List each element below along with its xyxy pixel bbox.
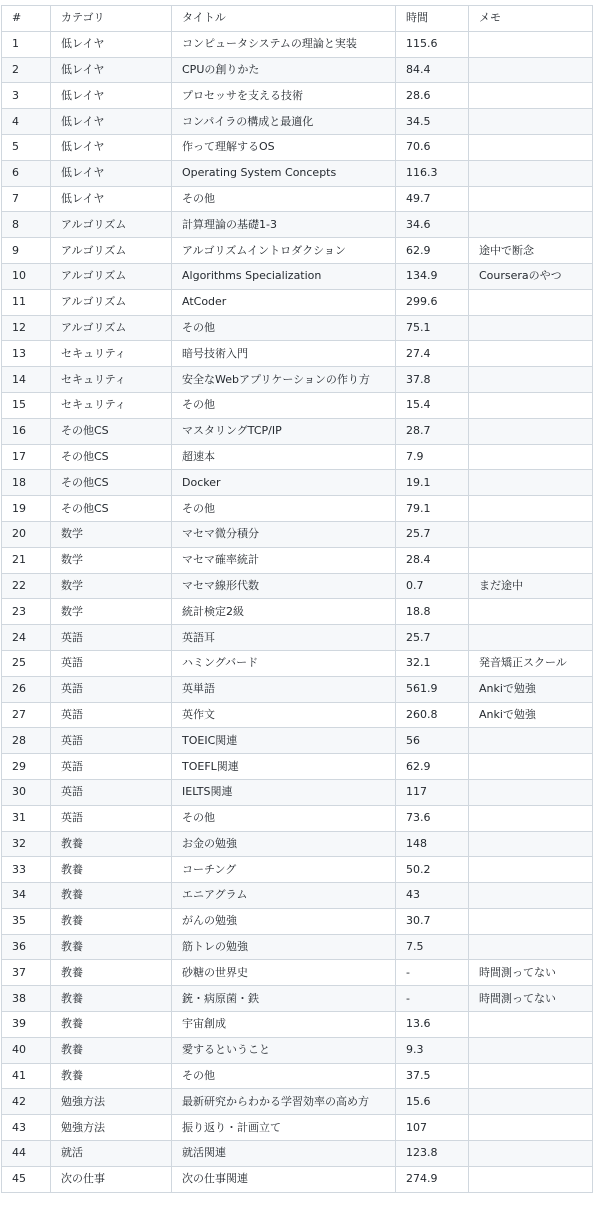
- table-row: [2, 805, 593, 831]
- table-row: [2, 728, 593, 754]
- cell-title: がんの勉強: [172, 908, 396, 934]
- table-row: [2, 341, 593, 367]
- cell-category: その他CS: [51, 418, 172, 444]
- cell-category: 低レイヤ: [51, 186, 172, 212]
- cell-memo: [469, 470, 593, 496]
- cell-memo: [469, 883, 593, 909]
- cell-hours: 115.6: [396, 31, 469, 57]
- cell-title: お金の勉強: [172, 831, 396, 857]
- cell-hours: 7.9: [396, 444, 469, 470]
- cell-number: 28: [2, 728, 51, 754]
- cell-title: その他: [172, 186, 396, 212]
- header-hours: 時間: [396, 6, 469, 32]
- cell-number: 38: [2, 986, 51, 1012]
- table-row: [2, 186, 593, 212]
- cell-category: セキュリティ: [51, 341, 172, 367]
- cell-title: Operating System Concepts: [172, 160, 396, 186]
- table-row: [2, 496, 593, 522]
- cell-number: 6: [2, 160, 51, 186]
- cell-category: 勉強方法: [51, 1115, 172, 1141]
- cell-hours: 79.1: [396, 496, 469, 522]
- cell-number: 32: [2, 831, 51, 857]
- cell-hours: 561.9: [396, 676, 469, 702]
- cell-memo: [469, 109, 593, 135]
- cell-memo: Ankiで勉強: [469, 676, 593, 702]
- cell-category: 教養: [51, 960, 172, 986]
- cell-number: 7: [2, 186, 51, 212]
- cell-memo: [469, 1141, 593, 1167]
- cell-hours: 116.3: [396, 160, 469, 186]
- table-row: [2, 109, 593, 135]
- table-row: [2, 212, 593, 238]
- cell-title: マセマ線形代数: [172, 573, 396, 599]
- header-memo: メモ: [469, 6, 593, 32]
- cell-number: 13: [2, 341, 51, 367]
- cell-title: 就活関連: [172, 1141, 396, 1167]
- cell-category: 英語: [51, 779, 172, 805]
- cell-hours: 25.7: [396, 625, 469, 651]
- cell-title: その他: [172, 1063, 396, 1089]
- table-row: [2, 1141, 593, 1167]
- cell-category: 低レイヤ: [51, 83, 172, 109]
- cell-category: その他CS: [51, 444, 172, 470]
- cell-number: 10: [2, 263, 51, 289]
- cell-title: 宇宙創成: [172, 1012, 396, 1038]
- cell-category: 就活: [51, 1141, 172, 1167]
- cell-category: アルゴリズム: [51, 238, 172, 264]
- table-row: [2, 547, 593, 573]
- cell-number: 27: [2, 702, 51, 728]
- cell-hours: 30.7: [396, 908, 469, 934]
- cell-number: 21: [2, 547, 51, 573]
- cell-title: 英語耳: [172, 625, 396, 651]
- cell-category: 教養: [51, 883, 172, 909]
- cell-hours: 15.6: [396, 1089, 469, 1115]
- table-row: [2, 1063, 593, 1089]
- cell-memo: [469, 857, 593, 883]
- cell-memo: [469, 908, 593, 934]
- cell-memo: [469, 212, 593, 238]
- cell-title: CPUの創りかた: [172, 57, 396, 83]
- table-row: [2, 1089, 593, 1115]
- cell-number: 16: [2, 418, 51, 444]
- table-row: [2, 625, 593, 651]
- cell-category: 教養: [51, 831, 172, 857]
- cell-category: 低レイヤ: [51, 134, 172, 160]
- cell-category: 次の仕事: [51, 1166, 172, 1192]
- cell-number: 45: [2, 1166, 51, 1192]
- cell-category: セキュリティ: [51, 392, 172, 418]
- cell-category: 英語: [51, 805, 172, 831]
- cell-category: 英語: [51, 676, 172, 702]
- table-row: [2, 702, 593, 728]
- cell-memo: [469, 1012, 593, 1038]
- cell-title: その他: [172, 496, 396, 522]
- cell-memo: [469, 57, 593, 83]
- cell-number: 15: [2, 392, 51, 418]
- cell-title: 最新研究からわかる学習効率の高め方: [172, 1089, 396, 1115]
- table-row: [2, 779, 593, 805]
- cell-category: 教養: [51, 857, 172, 883]
- cell-hours: 274.9: [396, 1166, 469, 1192]
- cell-memo: [469, 934, 593, 960]
- cell-number: 5: [2, 134, 51, 160]
- cell-title: その他: [172, 315, 396, 341]
- cell-memo: [469, 496, 593, 522]
- cell-memo: [469, 1037, 593, 1063]
- table-row: [2, 160, 593, 186]
- cell-number: 40: [2, 1037, 51, 1063]
- cell-title: 振り返り・計画立て: [172, 1115, 396, 1141]
- cell-category: 英語: [51, 754, 172, 780]
- cell-category: 低レイヤ: [51, 160, 172, 186]
- cell-memo: [469, 1115, 593, 1141]
- cell-memo: 時間測ってない: [469, 986, 593, 1012]
- cell-hours: 25.7: [396, 521, 469, 547]
- cell-number: 25: [2, 650, 51, 676]
- cell-memo: [469, 1063, 593, 1089]
- header-category: カテゴリ: [51, 6, 172, 32]
- cell-hours: 18.8: [396, 599, 469, 625]
- cell-hours: 70.6: [396, 134, 469, 160]
- table-row: [2, 676, 593, 702]
- cell-number: 33: [2, 857, 51, 883]
- cell-category: 低レイヤ: [51, 57, 172, 83]
- cell-hours: 28.7: [396, 418, 469, 444]
- table-header-row: [2, 6, 593, 32]
- table-row: [2, 57, 593, 83]
- cell-title: 作って理解するOS: [172, 134, 396, 160]
- cell-hours: 123.8: [396, 1141, 469, 1167]
- cell-hours: 27.4: [396, 341, 469, 367]
- cell-hours: 62.9: [396, 238, 469, 264]
- cell-category: アルゴリズム: [51, 263, 172, 289]
- cell-number: 24: [2, 625, 51, 651]
- cell-title: コンパイラの構成と最適化: [172, 109, 396, 135]
- cell-number: 9: [2, 238, 51, 264]
- table-row: [2, 986, 593, 1012]
- cell-number: 37: [2, 960, 51, 986]
- cell-memo: 時間測ってない: [469, 960, 593, 986]
- table-row: [2, 599, 593, 625]
- cell-category: 低レイヤ: [51, 109, 172, 135]
- cell-memo: [469, 444, 593, 470]
- cell-memo: [469, 1089, 593, 1115]
- cell-hours: 28.6: [396, 83, 469, 109]
- cell-hours: -: [396, 986, 469, 1012]
- cell-title: その他: [172, 392, 396, 418]
- cell-title: コンピュータシステムの理論と実装: [172, 31, 396, 57]
- cell-category: 数学: [51, 521, 172, 547]
- cell-title: 計算理論の基礎1-3: [172, 212, 396, 238]
- cell-category: アルゴリズム: [51, 212, 172, 238]
- cell-hours: 299.6: [396, 289, 469, 315]
- cell-category: 勉強方法: [51, 1089, 172, 1115]
- cell-hours: 37.5: [396, 1063, 469, 1089]
- cell-category: 数学: [51, 573, 172, 599]
- cell-number: 14: [2, 367, 51, 393]
- cell-memo: [469, 31, 593, 57]
- cell-hours: 15.4: [396, 392, 469, 418]
- cell-number: 1: [2, 31, 51, 57]
- cell-number: 17: [2, 444, 51, 470]
- cell-hours: 73.6: [396, 805, 469, 831]
- cell-category: アルゴリズム: [51, 315, 172, 341]
- cell-number: 39: [2, 1012, 51, 1038]
- cell-number: 8: [2, 212, 51, 238]
- cell-category: 英語: [51, 702, 172, 728]
- cell-number: 11: [2, 289, 51, 315]
- cell-category: 数学: [51, 547, 172, 573]
- table-row: [2, 418, 593, 444]
- cell-category: セキュリティ: [51, 367, 172, 393]
- cell-hours: 7.5: [396, 934, 469, 960]
- table-row: [2, 521, 593, 547]
- cell-title: 暗号技術入門: [172, 341, 396, 367]
- header-title: タイトル: [172, 6, 396, 32]
- cell-hours: 9.3: [396, 1037, 469, 1063]
- cell-title: 英作文: [172, 702, 396, 728]
- cell-title: 超速本: [172, 444, 396, 470]
- cell-memo: [469, 754, 593, 780]
- table-row: [2, 908, 593, 934]
- cell-title: マスタリングTCP/IP: [172, 418, 396, 444]
- cell-hours: 75.1: [396, 315, 469, 341]
- cell-memo: [469, 315, 593, 341]
- table-row: [2, 263, 593, 289]
- cell-memo: [469, 831, 593, 857]
- cell-title: マセマ微分積分: [172, 521, 396, 547]
- table-row: [2, 367, 593, 393]
- cell-title: 砂糖の世界史: [172, 960, 396, 986]
- cell-number: 31: [2, 805, 51, 831]
- cell-category: 数学: [51, 599, 172, 625]
- cell-title: AtCoder: [172, 289, 396, 315]
- table-row: [2, 315, 593, 341]
- cell-number: 44: [2, 1141, 51, 1167]
- cell-number: 12: [2, 315, 51, 341]
- cell-memo: [469, 186, 593, 212]
- cell-hours: 134.9: [396, 263, 469, 289]
- cell-hours: 0.7: [396, 573, 469, 599]
- cell-memo: [469, 367, 593, 393]
- cell-memo: [469, 1166, 593, 1192]
- cell-hours: 37.8: [396, 367, 469, 393]
- cell-title: ハミングバード: [172, 650, 396, 676]
- cell-memo: [469, 599, 593, 625]
- table-row: [2, 1037, 593, 1063]
- cell-hours: 84.4: [396, 57, 469, 83]
- cell-memo: [469, 728, 593, 754]
- cell-title: 愛するということ: [172, 1037, 396, 1063]
- table-row: [2, 289, 593, 315]
- cell-memo: 発音矯正スクール: [469, 650, 593, 676]
- cell-title: TOEFL関連: [172, 754, 396, 780]
- cell-memo: [469, 160, 593, 186]
- cell-memo: [469, 392, 593, 418]
- cell-title: マセマ確率統計: [172, 547, 396, 573]
- cell-title: IELTS関連: [172, 779, 396, 805]
- cell-title: TOEIC関連: [172, 728, 396, 754]
- cell-memo: [469, 625, 593, 651]
- cell-category: 英語: [51, 650, 172, 676]
- cell-category: アルゴリズム: [51, 289, 172, 315]
- cell-number: 36: [2, 934, 51, 960]
- cell-hours: 28.4: [396, 547, 469, 573]
- cell-title: Docker: [172, 470, 396, 496]
- cell-number: 4: [2, 109, 51, 135]
- cell-memo: [469, 805, 593, 831]
- cell-category: 教養: [51, 986, 172, 1012]
- table-row: [2, 754, 593, 780]
- cell-title: 銃・病原菌・鉄: [172, 986, 396, 1012]
- cell-number: 2: [2, 57, 51, 83]
- cell-memo: [469, 289, 593, 315]
- table-row: [2, 83, 593, 109]
- cell-category: 教養: [51, 1012, 172, 1038]
- cell-title: 次の仕事関連: [172, 1166, 396, 1192]
- cell-number: 34: [2, 883, 51, 909]
- cell-title: 筋トレの勉強: [172, 934, 396, 960]
- cell-number: 43: [2, 1115, 51, 1141]
- cell-hours: 49.7: [396, 186, 469, 212]
- table-row: [2, 573, 593, 599]
- cell-title: 統計検定2級: [172, 599, 396, 625]
- cell-memo: [469, 341, 593, 367]
- cell-hours: 32.1: [396, 650, 469, 676]
- cell-title: アルゴリズムイントロダクション: [172, 238, 396, 264]
- cell-hours: 148: [396, 831, 469, 857]
- cell-number: 3: [2, 83, 51, 109]
- cell-number: 20: [2, 521, 51, 547]
- cell-number: 30: [2, 779, 51, 805]
- cell-hours: 107: [396, 1115, 469, 1141]
- table-row: [2, 1115, 593, 1141]
- cell-memo: [469, 418, 593, 444]
- cell-number: 35: [2, 908, 51, 934]
- cell-number: 41: [2, 1063, 51, 1089]
- cell-category: 英語: [51, 728, 172, 754]
- cell-hours: 50.2: [396, 857, 469, 883]
- cell-hours: 19.1: [396, 470, 469, 496]
- cell-number: 19: [2, 496, 51, 522]
- cell-hours: 34.6: [396, 212, 469, 238]
- cell-memo: [469, 134, 593, 160]
- cell-memo: まだ途中: [469, 573, 593, 599]
- cell-memo: Ankiで勉強: [469, 702, 593, 728]
- cell-category: 教養: [51, 1037, 172, 1063]
- cell-category: 英語: [51, 625, 172, 651]
- table-row: [2, 650, 593, 676]
- cell-title: 安全なWebアプリケーションの作り方: [172, 367, 396, 393]
- table-row: [2, 883, 593, 909]
- cell-category: その他CS: [51, 470, 172, 496]
- cell-number: 18: [2, 470, 51, 496]
- cell-title: 英単語: [172, 676, 396, 702]
- cell-number: 23: [2, 599, 51, 625]
- cell-title: プロセッサを支える技術: [172, 83, 396, 109]
- cell-category: 低レイヤ: [51, 31, 172, 57]
- cell-hours: 43: [396, 883, 469, 909]
- table-row: [2, 134, 593, 160]
- cell-title: コーチング: [172, 857, 396, 883]
- table-row: [2, 470, 593, 496]
- cell-title: その他: [172, 805, 396, 831]
- cell-category: 教養: [51, 1063, 172, 1089]
- cell-hours: 13.6: [396, 1012, 469, 1038]
- cell-memo: [469, 547, 593, 573]
- table-row: [2, 831, 593, 857]
- cell-hours: 34.5: [396, 109, 469, 135]
- table-row: [2, 31, 593, 57]
- table-row: [2, 238, 593, 264]
- cell-memo: [469, 779, 593, 805]
- table-row: [2, 857, 593, 883]
- cell-category: 教養: [51, 934, 172, 960]
- cell-memo: [469, 83, 593, 109]
- cell-number: 26: [2, 676, 51, 702]
- cell-number: 42: [2, 1089, 51, 1115]
- cell-category: 教養: [51, 908, 172, 934]
- cell-hours: 62.9: [396, 754, 469, 780]
- table-row: [2, 1166, 593, 1192]
- table-row: [2, 960, 593, 986]
- cell-category: その他CS: [51, 496, 172, 522]
- cell-number: 22: [2, 573, 51, 599]
- cell-hours: 56: [396, 728, 469, 754]
- cell-hours: -: [396, 960, 469, 986]
- cell-memo: [469, 521, 593, 547]
- cell-title: Algorithms Specialization: [172, 263, 396, 289]
- table-row: [2, 392, 593, 418]
- study-time-table: [1, 5, 593, 1193]
- cell-memo: Courseraのやつ: [469, 263, 593, 289]
- cell-memo: 途中で断念: [469, 238, 593, 264]
- cell-number: 29: [2, 754, 51, 780]
- table-row: [2, 444, 593, 470]
- table-row: [2, 1012, 593, 1038]
- cell-hours: 117: [396, 779, 469, 805]
- cell-title: エニアグラム: [172, 883, 396, 909]
- cell-hours: 260.8: [396, 702, 469, 728]
- table-row: [2, 934, 593, 960]
- header-number: #: [2, 6, 51, 32]
